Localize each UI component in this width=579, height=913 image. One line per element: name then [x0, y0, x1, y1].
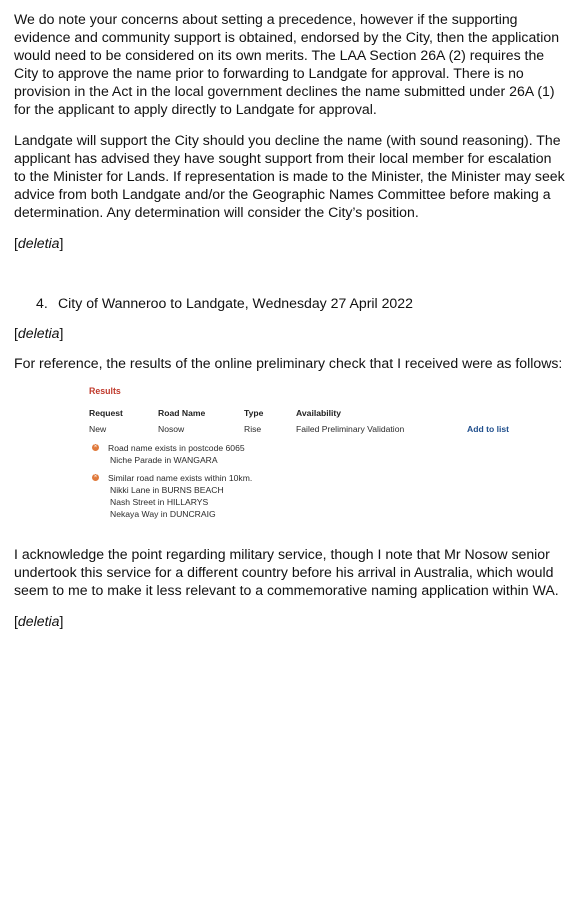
deletia-marker: [deletia]	[14, 613, 64, 629]
cell-availability: Failed Preliminary Validation	[296, 424, 405, 434]
message-item: Nikki Lane in BURNS BEACH	[110, 485, 224, 495]
error-circle-icon: ×	[93, 444, 98, 450]
paragraph-precedence: We do note your concerns about setting a precedence, however if the supporting evidence and community support is obtained, endorsed by the City, then the application would need to be considered on its own merits. The LAA Section 26A (2) requires the City to approve the name prior to forwarding to Landgate for approval. There is no provision in the Act in the local government declines the name submitted under 26A (1) for the applicant to apply directly to Landgate for approval.	[14, 11, 560, 117]
message-text: Road name exists in postcode 6065	[108, 443, 245, 453]
results-header-row	[89, 405, 549, 421]
header-type: Type	[244, 408, 264, 418]
results-title: Results	[89, 386, 121, 396]
paragraph-landgate-support: Landgate will support the City should you decline the name (with sound reasoning). The applicant has advised they have sought support from their local member for escalation to the Minister for Lands. If representation is made to the Minister, the Minister may seek advice from both Landgate and/or the Geographic Names Committee before making a determination. Any determination will consider the City’s position.	[14, 132, 565, 220]
message-item: Niche Parade in WANGARA	[110, 455, 218, 465]
header-road-name: Road Name	[158, 408, 206, 418]
cell-type: Rise	[244, 424, 262, 434]
cell-request: New	[89, 424, 107, 434]
paragraph-reference: For reference, the results of the online preliminary check that I received were as follows:	[14, 355, 563, 371]
results-panel	[89, 386, 549, 520]
header-request: Request	[89, 408, 123, 418]
section-heading	[14, 294, 565, 312]
paragraph-acknowledge: I acknowledge the point regarding military service, though I note that Mr Nosow senior undertook this service for a different country before his arrival in Australia, which would seem to me to make it less relevant to a commemorative naming application within WA.	[14, 546, 559, 598]
deletia-text: deletia	[17, 235, 60, 251]
heading-number: 4.	[36, 295, 48, 311]
deletia-marker: [deletia]	[14, 325, 64, 341]
error-circle-icon: ×	[93, 474, 98, 480]
deletia-text: deletia	[17, 325, 60, 341]
add-to-list-link[interactable]: Add to list	[467, 424, 510, 434]
deletia-marker: [deletia]	[14, 235, 64, 251]
header-availability: Availability	[296, 408, 342, 418]
validation-message	[89, 442, 549, 466]
results-row	[89, 421, 549, 437]
message-item: Nash Street in HILLARYS	[110, 497, 209, 507]
deletia-text: deletia	[17, 613, 60, 629]
validation-message	[89, 472, 549, 520]
heading-text: City of Wanneroo to Landgate, Wednesday 27 April 2022	[58, 295, 413, 311]
message-text: Similar road name exists within 10km.	[108, 473, 253, 483]
message-item: Nekaya Way in DUNCRAIG	[110, 509, 216, 519]
cell-road-name: Nosow	[158, 424, 185, 434]
